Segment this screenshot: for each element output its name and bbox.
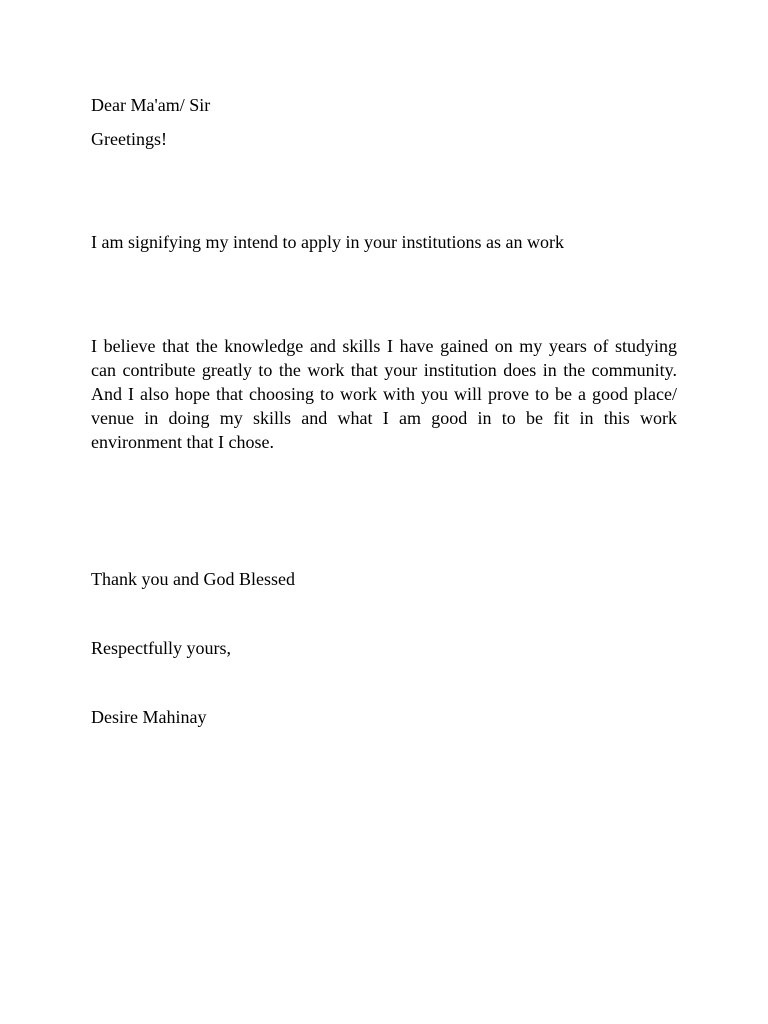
body-paragraph: I believe that the knowledge and skills I have gained on my years of studying can contribute greatly to the work that your institution does in the community. And I also hope that choosing to work with you will prove to be a good place/ venue in doing my skills and what I am good in to be fit in this work environment that I chose. bbox=[91, 336, 677, 452]
intent-statement: I am signifying my intend to apply in your institutions as an work bbox=[91, 232, 564, 252]
signature-name: Desire Mahinay bbox=[91, 707, 207, 727]
closing-line: Respectfully yours, bbox=[91, 638, 231, 658]
thanks-line: Thank you and God Blessed bbox=[91, 569, 295, 589]
salutation: Dear Ma'am/ Sir bbox=[91, 95, 211, 115]
greeting: Greetings! bbox=[91, 129, 167, 149]
